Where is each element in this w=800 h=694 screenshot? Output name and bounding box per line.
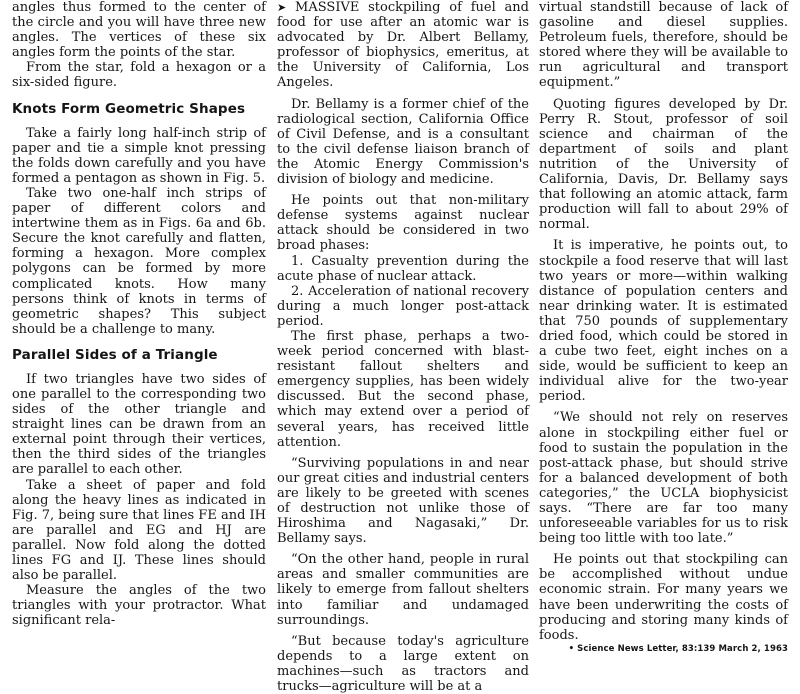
intro-text: MASSIVE stockpiling of fuel and food for use after an atomic war is advocated by Dr. Albert Bellamy, professor of biophysics, emeritus, at the University of California, Los Angeles. bbox=[277, 0, 530, 91]
paragraph-food-reserve: It is imperative, he points out, to stockpile a food reserve that will last two years or more—within walking distance of population centers and near drinking water. It is estimated that 750 pounds of supplementary dried food, which could be stored in a cube two feet, eight inches on a side, would be sufficient to keep an individual alive for the two-year period. bbox=[539, 238, 788, 405]
column-right bbox=[539, 0, 788, 655]
paragraph-star-angles: angles thus formed to the center of the circle and you will have three new angles. The vertices of these six angles form the points of the star. bbox=[12, 0, 266, 61]
paragraph-fuel-storage: virtual standstill because of lack of gasoline and diesel supplies. Petroleum fuels, therefore, should be stored where they will be available to run agricultural and transport equipment.” bbox=[539, 0, 788, 91]
paragraph-phases-intro: He points out that non-military defense systems against nuclear attack should be considered in two broad phases: bbox=[277, 193, 529, 254]
column-left bbox=[12, 0, 266, 628]
paragraph-balanced-development: “We should not rely on reserves alone in stockpiling either fuel or food to sustain the population in the post-attack phase, but should strive for a balanced development of both categories,” the UCLA biophysicist says. “There are far too many unforeseeable variables for us to risk being too little with too late.” bbox=[539, 410, 788, 547]
paragraph-hexagon: From the star, fold a hexagon or a six-sided figure. bbox=[12, 60, 266, 91]
paragraph-surviving: “Surviving populations in and near our great cities and industrial centers are likely to be greeted with scenes of destruction not unlike those of Hiroshima and Nagasaki,” Dr. Bellamy says. bbox=[277, 455, 529, 547]
paragraph-parallel-3: Measure the angles of the two triangles with your protractor. What significant rela- bbox=[12, 583, 266, 629]
paragraph-parallel-2: Take a sheet of paper and fold along the heavy lines as indicated in Fig. 7, being sure that lines FE and IH are parallel and EG and HJ are parallel. Now fold along the dotted lines FG and IJ. These lines should also be parallel. bbox=[12, 477, 266, 584]
paragraph-bio: Dr. Bellamy is a former chief of the radiological section, California Office of Civil Defense, and is a consultant to the civil defense liaison branch of the Atomic Energy Commission's division of biology and medicine. bbox=[277, 96, 529, 188]
heading-knots: Knots Form Geometric Shapes bbox=[12, 100, 246, 117]
paragraph-knots-2: Take two one-half inch strips of paper of different colors and intertwine them as in Figs. 6a and 6b. Secure the knot carefully and flatten, forming a hexagon. More complex polygons can be formed by more complicated knots. How many persons think of knots in terms of geometric shapes? This subject should be a challenge to many. bbox=[12, 185, 266, 337]
paragraph-stout-figures: Quoting figures developed by Dr. Perry R. Stout, professor of soil science and chairman of the department of soils and plant nutrition of the University of California, Davis, Dr. Bellamy says that following an atomic attack, farm production will fall to about 29% of normal. bbox=[539, 96, 788, 233]
paragraph-economic-strain: He points out that stockpiling can be accomplished without undue economic strain. For many years we have been underwriting the costs of producing and storing many kinds of foods. bbox=[539, 552, 788, 643]
paragraph-knots-1: Take a fairly long half-inch strip of paper and tie a simple knot pressing the folds down carefully and you have formed a pentagon as shown in Fig. 5. bbox=[12, 125, 266, 186]
paragraph-phase-2: 2. Acceleration of national recovery during a much longer post-attack period. bbox=[277, 283, 529, 329]
heading-parallel-sides: Parallel Sides of a Triangle bbox=[12, 346, 218, 363]
source-credit: • Science News Letter, 83:139 March 2, 1963 bbox=[568, 643, 788, 654]
paragraph-phase-1: 1. Casualty prevention during the acute phase of nuclear attack. bbox=[277, 253, 529, 284]
paragraph-intro bbox=[277, 0, 529, 91]
paragraph-rural: “On the other hand, people in rural areas and smaller communities are likely to emerge from fallout shelters into familiar and undamaged surroundings. bbox=[277, 552, 529, 628]
paragraph-first-phase: The first phase, perhaps a two-week period concerned with blast-resistant fallout shelters and emergency supplies, has been widely discussed. But the second phase, which may extend over a period of several years, has received little attention. bbox=[277, 328, 529, 450]
arrow-bullet-icon: ➤ bbox=[277, 1, 287, 14]
paragraph-parallel-1: If two triangles have two sides of one parallel to the corresponding two sides of the other triangle and straight lines can be drawn from an external point through their vertices, then the third sides of the triangles are parallel to each other. bbox=[12, 371, 266, 478]
paragraph-agriculture: “But because today's agriculture depends to a large extent on machines—such as tractors and trucks—agriculture will be at a bbox=[277, 633, 529, 694]
column-middle bbox=[277, 0, 529, 694]
